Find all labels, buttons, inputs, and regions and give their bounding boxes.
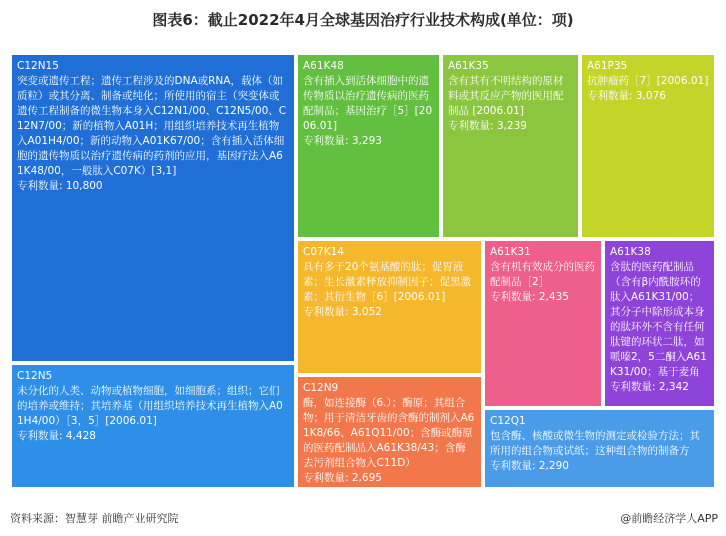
tile-count: 专利数量: 3,293 xyxy=(303,135,382,147)
treemap-tile-a61k35 xyxy=(441,53,580,239)
tile-count: 专利数量: 2,695 xyxy=(303,472,382,484)
tile-code: A61K38 xyxy=(610,246,651,258)
treemap-tile-c12n9 xyxy=(296,375,483,489)
tile-description: 含肽的医药配制品（含有β内酰胺环的肽入A61K31/00；其分子中除形成本身的肽环外不含有任何肽键的环状二肽，如哌嗪2，5二酮入A61K31/00；基于麦角 xyxy=(610,261,707,378)
tile-code: C12N9 xyxy=(303,382,339,394)
tile-count: 专利数量: 2,290 xyxy=(490,460,569,472)
treemap-tile-c12q1 xyxy=(483,408,716,489)
tile-code: C12Q1 xyxy=(490,415,526,427)
brand-label: @前瞻经济学人APP xyxy=(620,512,718,525)
tile-description: 包含酶、核酸或微生物的测定或检验方法；其所用的组合物或试纸；这种组合物的制备方 xyxy=(490,430,700,457)
tile-code: C07K14 xyxy=(303,246,344,258)
tile-count: 专利数量: 2,342 xyxy=(610,381,689,393)
treemap-tile-a61k38 xyxy=(603,239,716,408)
tile-code: A61K31 xyxy=(490,246,531,258)
tile-count: 专利数量: 10,800 xyxy=(17,180,103,192)
treemap-tile-c12n5 xyxy=(10,363,296,489)
treemap-tile-a61k31 xyxy=(483,239,603,408)
tile-code: A61K35 xyxy=(448,60,489,72)
tile-count: 专利数量: 3,076 xyxy=(587,90,666,102)
treemap-tile-a61p35 xyxy=(580,53,716,239)
tile-count: 专利数量: 2,435 xyxy=(490,291,569,303)
tile-code: A61P35 xyxy=(587,60,628,72)
tile-code: C12N5 xyxy=(17,370,53,382)
chart-title: 图表6：截止2022年4月全球基因治疗行业技术构成(单位：项) xyxy=(152,11,574,29)
tile-description: 含有插入到活体细胞中的遗传物质以治疗遗传病的医药配制品；基因治疗［5］[2006.01] xyxy=(303,75,433,132)
tile-code: A61K48 xyxy=(303,60,344,72)
tile-count: 专利数量: 4,428 xyxy=(17,430,96,442)
tile-description: 未分化的人类、动物或植物细胞，如细胞系；组织；它们的培养或维持；其培养基（用组织培养技术再生植物入A01H4/00）［3，5］[2006.01] xyxy=(17,385,283,427)
tile-count: 专利数量: 3,052 xyxy=(303,306,382,318)
treemap-tile-a61k48 xyxy=(296,53,441,239)
tile-description: 抗肿瘤药［7］[2006.01] xyxy=(587,75,709,87)
tile-code: C12N15 xyxy=(17,60,59,72)
tile-count: 专利数量: 3,239 xyxy=(448,120,527,132)
source-note: 资料来源：智慧芽 前瞻产业研究院 xyxy=(10,512,179,525)
treemap-tile-c07k14 xyxy=(296,239,483,375)
tile-description: 含有机有效成分的医药配制品［2］ xyxy=(490,261,595,288)
tile-description: 酶，如连接酶（6.）；酶原；其组合物；用于清洁牙齿的含酶的制剂入A61K8/66、A61Q11/00；含酶或酶原的医药配制品入A61K38/43；含酶去污剂组合物入C11D） xyxy=(303,397,475,469)
tile-description: 含有其有不明结构的原材料或其反应产物的医用配制品 [2006.01] xyxy=(448,75,564,117)
tile-description: 具有多于20个氨基酸的肽；促胃液素；生长激素释放抑制因子；促黑激素；其衍生物［6］[2006.01] xyxy=(303,261,471,303)
treemap-tile-c12n15 xyxy=(10,53,296,363)
tile-description: 突变或遗传工程；遗传工程涉及的DNA或RNA，载体（如质粒）或其分离、制备或纯化；所使用的宿主（突变体或遗传工程制备的微生物本身入C12N1/00、C12N5/00、C12N7/00；新的植物入A01H；用组织培养技术再生植物入A01H4/00；新的动物入A01K67/00；含有插入活体细胞的遗传物质以治疗遗传病的药剂的应用，基因疗法入A61K48/00，一般肽入C07K）[3,1] xyxy=(17,75,287,177)
